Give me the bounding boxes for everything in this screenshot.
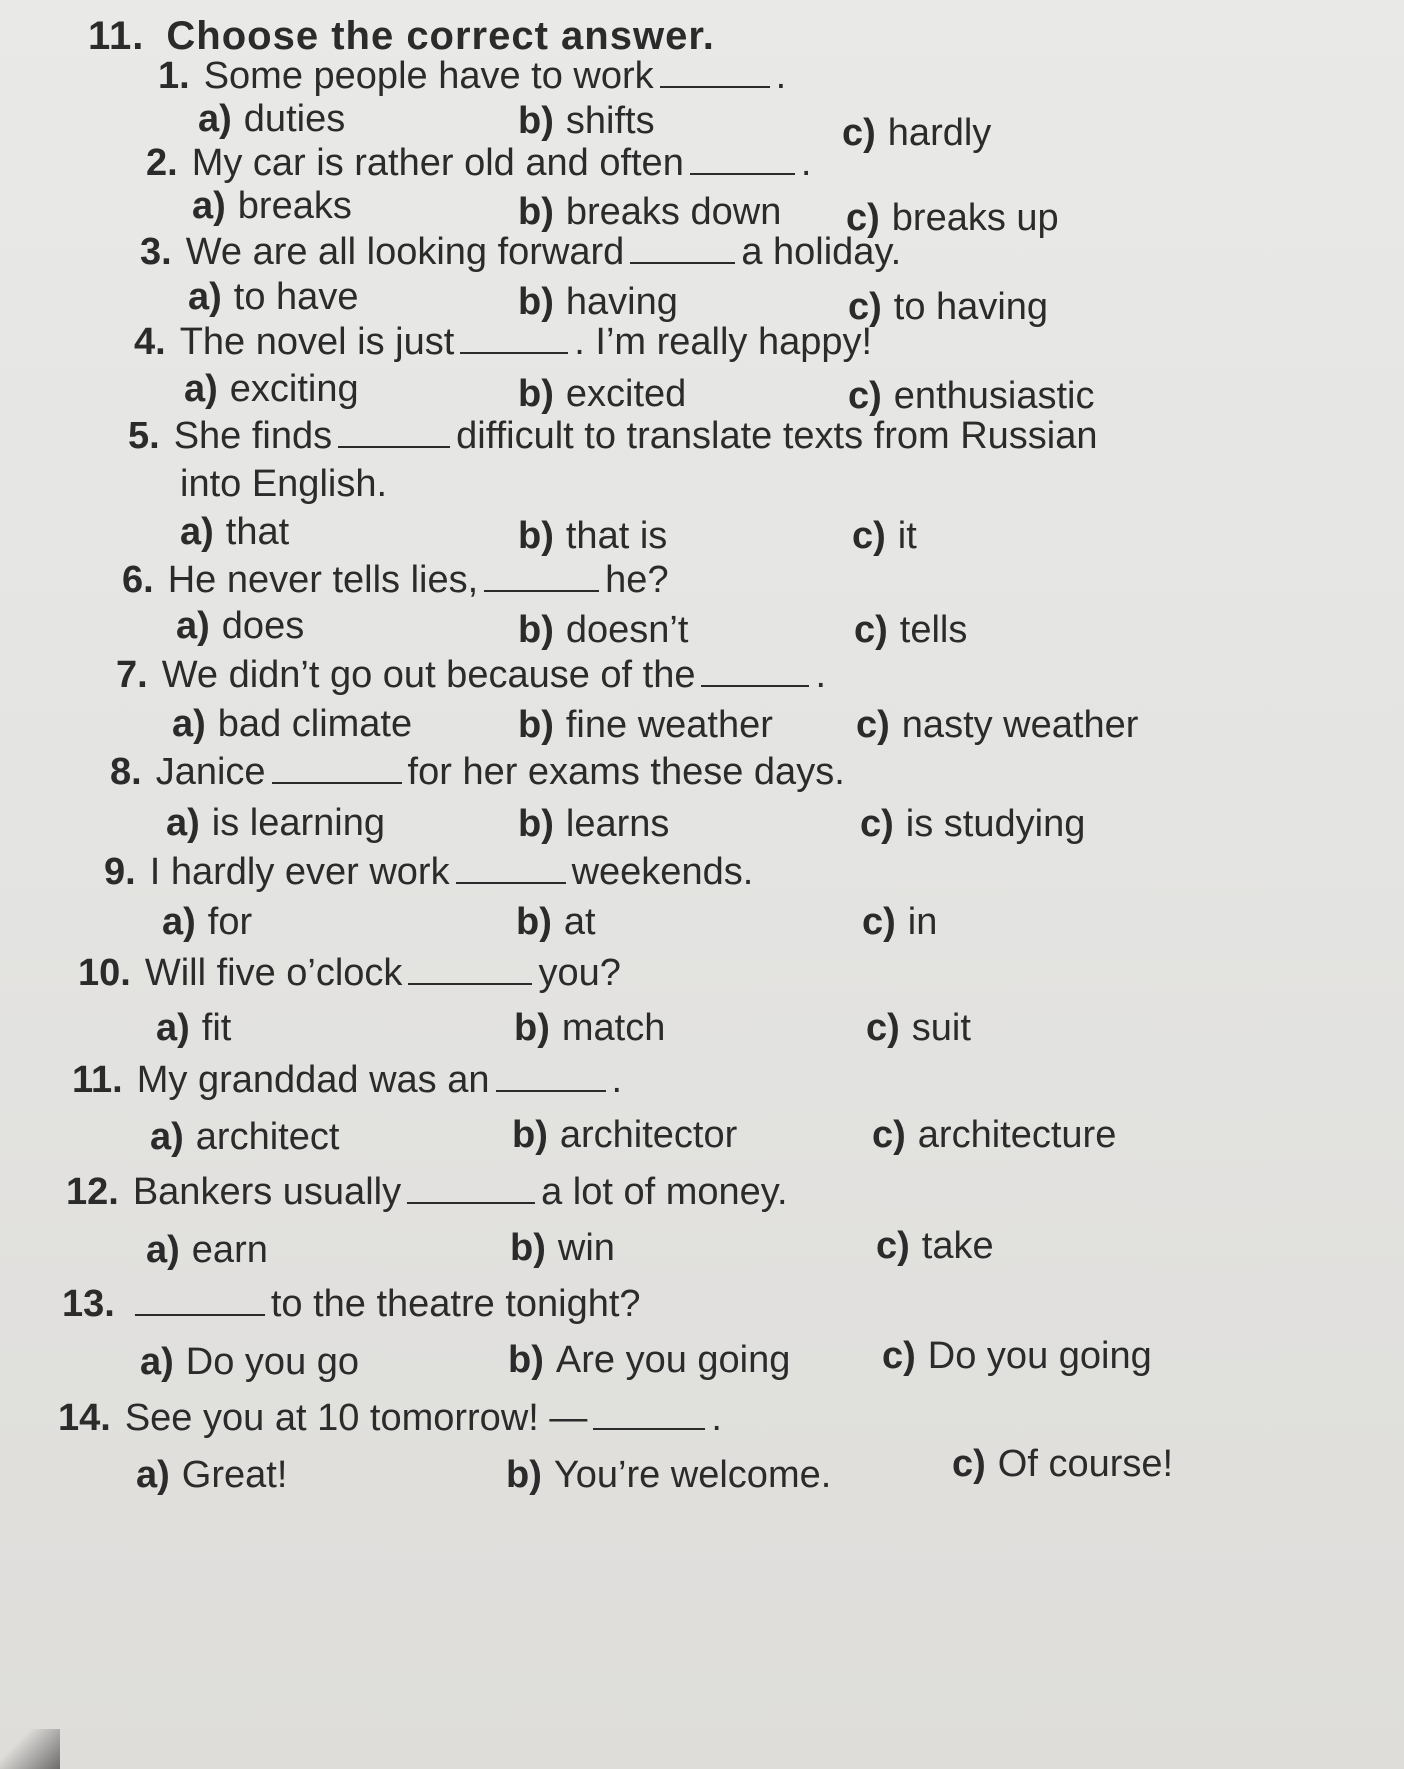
answer-option[interactable]: [176, 604, 304, 648]
answer-option[interactable]: [866, 1006, 971, 1050]
question-stem: [134, 320, 872, 364]
option-letter: b): [518, 704, 554, 746]
question-text-before: I hardly ever work: [149, 851, 450, 893]
question-text-after: for her exams these days.: [407, 751, 845, 793]
question-stem: [146, 141, 811, 185]
answer-option[interactable]: [848, 285, 1048, 329]
answer-option[interactable]: [856, 703, 1138, 747]
question-13: [62, 1282, 641, 1326]
option-text: to having: [893, 286, 1049, 328]
option-letter: c): [848, 286, 882, 328]
option-text: suit: [911, 1007, 971, 1049]
answer-option[interactable]: [518, 372, 686, 416]
option-text: match: [561, 1007, 666, 1049]
option-text: tells: [899, 609, 968, 651]
option-letter: a): [176, 605, 210, 647]
question-stem: [110, 750, 845, 794]
question-number: 12.: [66, 1171, 119, 1213]
option-letter: c): [846, 197, 880, 239]
answer-blank[interactable]: [456, 852, 566, 884]
option-letter: b): [518, 373, 554, 415]
answer-blank[interactable]: [135, 1284, 265, 1316]
option-text: Of course!: [997, 1443, 1174, 1485]
answer-option[interactable]: [184, 367, 359, 411]
answer-option[interactable]: [518, 190, 781, 234]
option-letter: b): [518, 100, 554, 142]
option-letter: b): [512, 1114, 548, 1156]
option-text: architect: [195, 1116, 340, 1158]
option-text: to have: [233, 276, 359, 318]
option-text: is studying: [905, 803, 1086, 845]
question-2: [146, 141, 811, 185]
option-text: duties: [243, 98, 346, 140]
question-text-before: Janice: [155, 751, 266, 793]
answer-blank[interactable]: [484, 560, 599, 592]
question-stem: [62, 1282, 641, 1326]
answer-option[interactable]: [518, 703, 773, 747]
answer-blank[interactable]: [460, 322, 568, 354]
question-text-before: Bankers usually: [132, 1171, 402, 1213]
answer-blank[interactable]: [272, 752, 402, 784]
option-letter: b): [510, 1227, 546, 1269]
answer-option[interactable]: [882, 1334, 1152, 1378]
question-stem: [104, 850, 753, 894]
option-text: breaks: [237, 185, 352, 227]
option-letter: c): [882, 1335, 916, 1377]
option-letter: a): [150, 1116, 184, 1158]
option-text: is learning: [211, 802, 386, 844]
question-stem: [78, 951, 621, 995]
answer-option[interactable]: [136, 1453, 287, 1497]
question-7: [116, 653, 826, 697]
option-letter: b): [516, 901, 552, 943]
page-corner-shadow: [0, 1729, 60, 1769]
answer-option[interactable]: [166, 801, 385, 845]
option-letter: a): [166, 802, 200, 844]
question-14: [58, 1396, 722, 1440]
option-letter: b): [518, 609, 554, 651]
option-text: nasty weather: [901, 704, 1139, 746]
option-letter: c): [852, 515, 886, 557]
question-number: 7.: [116, 654, 148, 696]
option-letter: c): [872, 1114, 906, 1156]
answer-option[interactable]: [876, 1224, 994, 1268]
answer-blank[interactable]: [593, 1398, 705, 1430]
question-number: 2.: [146, 142, 178, 184]
question-text-before: He never tells lies,: [167, 559, 479, 601]
question-8: [110, 750, 845, 794]
option-text: fit: [201, 1007, 232, 1049]
answer-option[interactable]: [510, 1226, 615, 1270]
option-letter: a): [180, 511, 214, 553]
answer-option[interactable]: [512, 1113, 737, 1157]
answer-option[interactable]: [860, 802, 1085, 846]
question-stem: [122, 558, 669, 602]
answer-option[interactable]: [518, 802, 669, 846]
option-text: doesn’t: [565, 609, 689, 651]
option-letter: c): [862, 901, 896, 943]
question-number: 11.: [72, 1059, 123, 1101]
option-letter: b): [518, 515, 554, 557]
answer-option[interactable]: [192, 184, 352, 228]
option-letter: b): [518, 281, 554, 323]
option-text: having: [565, 281, 678, 323]
question-number: 3.: [140, 231, 172, 273]
option-text: at: [563, 901, 596, 943]
option-text: learns: [565, 803, 670, 845]
answer-option[interactable]: [188, 275, 358, 319]
answer-option[interactable]: [146, 1228, 268, 1272]
option-letter: a): [198, 98, 232, 140]
question-number: 5.: [128, 415, 160, 457]
answer-option[interactable]: [862, 900, 937, 944]
question-text-after: difficult to translate texts from Russian: [456, 415, 1098, 457]
option-letter: a): [146, 1229, 180, 1271]
option-text: bad climate: [217, 703, 413, 745]
option-text: in: [907, 901, 938, 943]
question-text-before: We are all looking forward: [185, 231, 625, 273]
option-text: Do you go: [185, 1341, 360, 1383]
option-text: architector: [559, 1114, 738, 1156]
question-text-after: .: [711, 1397, 722, 1439]
question-number: 13.: [62, 1283, 115, 1325]
question-text-before: The novel is just: [179, 321, 455, 363]
question-text-after: . I’m really happy!: [574, 321, 873, 363]
answer-option[interactable]: [156, 1006, 231, 1050]
question-text-after: a lot of money.: [541, 1171, 788, 1213]
option-letter: a): [140, 1341, 174, 1383]
question-stem: [116, 653, 826, 697]
option-text: take: [921, 1225, 994, 1267]
question-text-after: you?: [538, 952, 621, 994]
answer-option[interactable]: [508, 1338, 790, 1382]
question-stem: [72, 1058, 622, 1102]
question-text-after: weekends.: [571, 851, 754, 893]
question-text-before: My car is rather old and often: [191, 142, 684, 184]
answer-option[interactable]: [854, 608, 967, 652]
exercise-number: 11.: [88, 14, 145, 58]
question-text-after: .: [775, 55, 787, 97]
option-text: architecture: [917, 1114, 1117, 1156]
option-letter: c): [876, 1225, 910, 1267]
question-stem: [140, 230, 901, 274]
question-1: [158, 54, 786, 98]
question-number: 1.: [158, 55, 190, 97]
option-text: shifts: [565, 100, 655, 142]
question-text-before: We didn’t go out because of the: [161, 654, 696, 696]
question-5: [128, 414, 1098, 506]
exercise-title: Choose the correct answer.: [166, 14, 715, 58]
answer-option[interactable]: [514, 1006, 665, 1050]
option-text: win: [557, 1227, 615, 1269]
question-text-after: .: [800, 142, 812, 184]
question-text-before: Some people have to work: [203, 55, 654, 97]
answer-blank[interactable]: [408, 953, 532, 985]
answer-option[interactable]: [198, 97, 345, 141]
option-text: excited: [565, 373, 687, 415]
answer-option[interactable]: [180, 510, 289, 554]
exercise-heading: [88, 14, 715, 59]
option-letter: b): [514, 1007, 550, 1049]
answer-option[interactable]: [852, 514, 917, 558]
question-text-before: My granddad was an: [136, 1059, 490, 1101]
option-letter: c): [952, 1443, 986, 1485]
answer-option[interactable]: [162, 900, 252, 944]
option-letter: a): [136, 1454, 170, 1496]
option-letter: a): [172, 703, 206, 745]
question-stem: [66, 1170, 788, 1214]
question-4: [134, 320, 872, 364]
question-number: 6.: [122, 559, 154, 601]
answer-option[interactable]: [140, 1340, 359, 1384]
question-9: [104, 850, 753, 894]
option-text: that: [225, 511, 290, 553]
option-letter: a): [156, 1007, 190, 1049]
option-text: hardly: [887, 112, 992, 154]
option-letter: c): [854, 609, 888, 651]
question-text-after: .: [815, 654, 827, 696]
option-text: fine weather: [565, 704, 773, 746]
question-text-after: .: [611, 1059, 623, 1101]
option-text: earn: [191, 1229, 268, 1271]
answer-option[interactable]: [150, 1115, 339, 1159]
question-10: [78, 951, 621, 995]
option-letter: c): [856, 704, 890, 746]
option-text: breaks up: [891, 197, 1059, 239]
answer-blank[interactable]: [701, 655, 809, 687]
question-number: 8.: [110, 751, 142, 793]
option-text: Are you going: [555, 1339, 791, 1381]
option-letter: a): [184, 368, 218, 410]
question-number: 9.: [104, 851, 136, 893]
question-stem: [158, 54, 786, 98]
answer-option[interactable]: [848, 374, 1094, 418]
option-letter: c): [848, 375, 882, 417]
question-number: 4.: [134, 321, 166, 363]
question-number: 10.: [78, 952, 131, 994]
option-letter: c): [860, 803, 894, 845]
question-6: [122, 558, 669, 602]
question-text-continued: into English.: [180, 463, 388, 505]
question-number: 14.: [58, 1397, 111, 1439]
option-text: exciting: [229, 368, 359, 410]
answer-option[interactable]: [518, 99, 655, 143]
option-text: enthusiastic: [893, 375, 1095, 417]
option-text: does: [221, 605, 305, 647]
option-text: breaks down: [565, 191, 782, 233]
question-text-after: a holiday.: [741, 231, 902, 273]
question-text-before: See you at 10 tomorrow! —: [124, 1397, 588, 1439]
question-11: [72, 1058, 622, 1102]
question-text-after: to the theatre tonight?: [270, 1283, 641, 1325]
question-text-before: She finds: [173, 415, 333, 457]
answer-option[interactable]: [516, 900, 596, 944]
answer-option[interactable]: [952, 1442, 1173, 1486]
answer-option[interactable]: [506, 1453, 831, 1497]
question-stem: [128, 414, 1098, 458]
option-text: that is: [565, 515, 668, 557]
answer-blank[interactable]: [338, 416, 450, 448]
answer-blank[interactable]: [407, 1172, 535, 1204]
answer-option[interactable]: [872, 1113, 1116, 1157]
option-text: Great!: [181, 1454, 288, 1496]
option-letter: a): [192, 185, 226, 227]
answer-option[interactable]: [518, 514, 667, 558]
question-stem: [58, 1396, 722, 1440]
answer-option[interactable]: [842, 111, 991, 155]
answer-option[interactable]: [518, 280, 678, 324]
option-text: for: [207, 901, 253, 943]
answer-option[interactable]: [172, 702, 412, 746]
option-letter: c): [866, 1007, 900, 1049]
option-letter: b): [508, 1339, 544, 1381]
answer-blank[interactable]: [690, 143, 795, 175]
option-letter: b): [518, 803, 554, 845]
option-letter: a): [188, 276, 222, 318]
option-letter: b): [506, 1454, 542, 1496]
option-letter: b): [518, 191, 554, 233]
answer-blank[interactable]: [630, 232, 735, 264]
question-text-before: Will five o’clock: [144, 952, 403, 994]
option-text: Do you going: [927, 1335, 1152, 1377]
option-letter: c): [842, 112, 876, 154]
answer-blank[interactable]: [660, 56, 770, 88]
option-text: it: [897, 515, 917, 557]
answer-blank[interactable]: [496, 1060, 606, 1092]
option-text: You’re welcome.: [553, 1454, 832, 1496]
option-letter: a): [162, 901, 196, 943]
answer-option[interactable]: [518, 608, 688, 652]
question-text-after: he?: [605, 559, 669, 601]
question-12: [66, 1170, 788, 1214]
question-3: [140, 230, 901, 274]
